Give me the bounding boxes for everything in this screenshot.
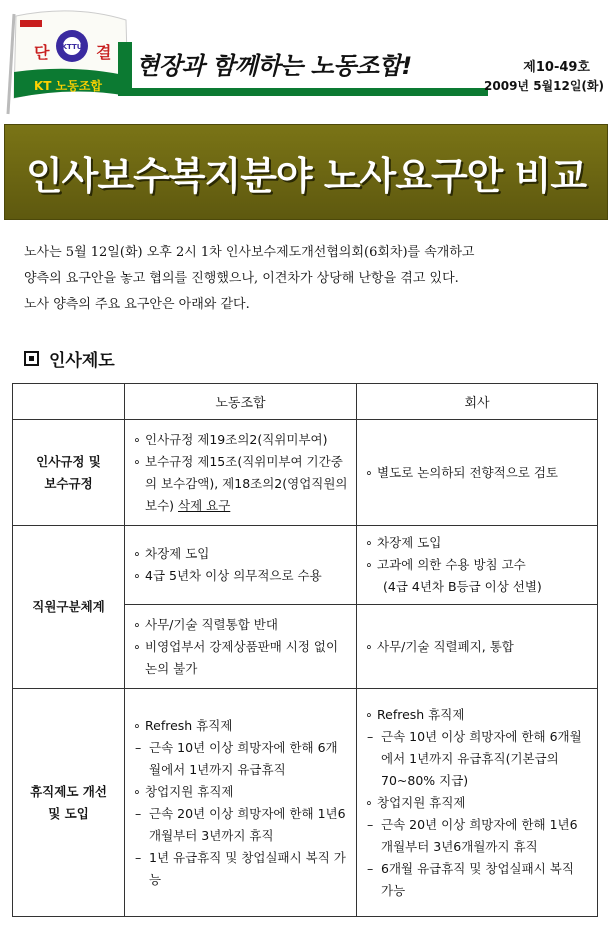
list-item: – 근속 10년 이상 희망자에 한해 6개월에서 1년까지 유급휴직(기본급의 70~80% 지급) (365, 726, 589, 792)
union-cell (125, 605, 357, 689)
intro-line: 노사 양측의 주요 요구안은 아래와 같다. (24, 297, 250, 312)
union-cell (125, 526, 357, 605)
list-item: ∘ 창업지원 휴직제 (133, 781, 348, 803)
list-item: ∘ 사무/기술 직렬통합 반대 (133, 614, 348, 636)
category-cell (13, 526, 125, 689)
section-title: 인사제도 (49, 351, 115, 371)
list-item: ∘ Refresh 휴직제 (133, 715, 348, 737)
issue-date: 2009년 5월12일(화) (484, 79, 604, 93)
list-item: – 1년 유급휴직 및 창업실패시 복직 가능 (133, 847, 348, 891)
union-cell (125, 689, 357, 917)
flag-right-char: 결 (96, 43, 112, 62)
category-cell (13, 420, 125, 526)
category-label: 인사규정 및 보수규정 (36, 453, 101, 491)
company-cell (357, 526, 598, 605)
list-item: ∘ 별도로 논의하되 전향적으로 검토 (365, 462, 589, 484)
list-item: – 근속 20년 이상 희망자에 한해 1년6개월부터 3년6개월까지 휴직 (365, 814, 589, 858)
intro-line: 노사는 5월 12일(화) 오후 2시 1차 인사보수제도개선협의회(6회차)를 속개하고 (24, 245, 475, 260)
table-row (13, 420, 598, 526)
list-item: ∘ 차장제 도입 (133, 543, 348, 565)
comparison-table (12, 383, 598, 917)
company-cell (357, 605, 598, 689)
list-item: ∘ 비영업부서 강제상품판매 시정 없이 논의 불가 (133, 636, 348, 680)
header-category (13, 384, 125, 420)
list-item: ∘ 차장제 도입 (365, 532, 589, 554)
header-company: 회사 (357, 384, 598, 420)
list-item: ∘ 사무/기술 직렬폐지, 통합 (365, 636, 589, 658)
flag-left-char: 단 (34, 43, 50, 62)
slogan: 현장과 함께하는 노동조합! (136, 52, 412, 80)
issue-number: 제10-49호 (523, 60, 590, 75)
list-item-text: 보수규정 제15조(직위미부여 기간중의 보수감액), 제18조의2(영업직원의 보수) (145, 453, 348, 513)
category-cell (13, 689, 125, 917)
list-item (133, 451, 348, 517)
union-cell (125, 420, 357, 526)
square-bullet-icon (24, 351, 39, 366)
category-label: 휴직제도 개선 및 도입 (30, 783, 107, 821)
union-flag-logo (4, 6, 134, 116)
table-row (13, 689, 598, 917)
list-item: ∘ 인사규정 제19조의2(직위미부여) (133, 429, 348, 451)
list-item: – 6개월 유급휴직 및 창업실패시 복직 가능 (365, 858, 589, 902)
flag-emblem-text: KTTU (61, 43, 83, 51)
company-cell (357, 689, 598, 917)
list-item: ∘ Refresh 휴직제 (365, 704, 589, 726)
newsletter-header (0, 0, 612, 120)
list-item: – 근속 20년 이상 희망자에 한해 1년6개월부터 3년까지 휴직 (133, 803, 348, 847)
section-heading (24, 346, 115, 371)
list-item: ∘ 고과에 의한 수용 방침 고수 (365, 554, 589, 576)
table-row (13, 526, 598, 605)
delete-request-text: 삭제 요구 (178, 497, 231, 513)
header-union: 노동조합 (125, 384, 357, 420)
list-item: ∘ 창업지원 휴직제 (365, 792, 589, 814)
page-title: 인사보수복지분야 노사요구안 비교 (25, 153, 587, 198)
table-header-row (13, 384, 598, 420)
category-label: 직원구분체계 (32, 599, 105, 614)
title-banner (4, 124, 608, 220)
list-item: – 근속 10년 이상 희망자에 한해 6개월에서 1년까지 유급휴직 (133, 737, 348, 781)
list-item: ∘ 4급 5년차 이상 의무적으로 수용 (133, 565, 348, 587)
flag-band-text: KT 노동조합 (33, 79, 103, 93)
intro-line: 양측의 요구안을 놓고 협의를 진행했으나, 이견차가 상당해 난항을 겪고 있다. (24, 271, 459, 286)
list-item: (4급 4년차 B등급 이상 선별) (383, 579, 542, 594)
intro-paragraph (24, 240, 596, 318)
company-cell (357, 420, 598, 526)
